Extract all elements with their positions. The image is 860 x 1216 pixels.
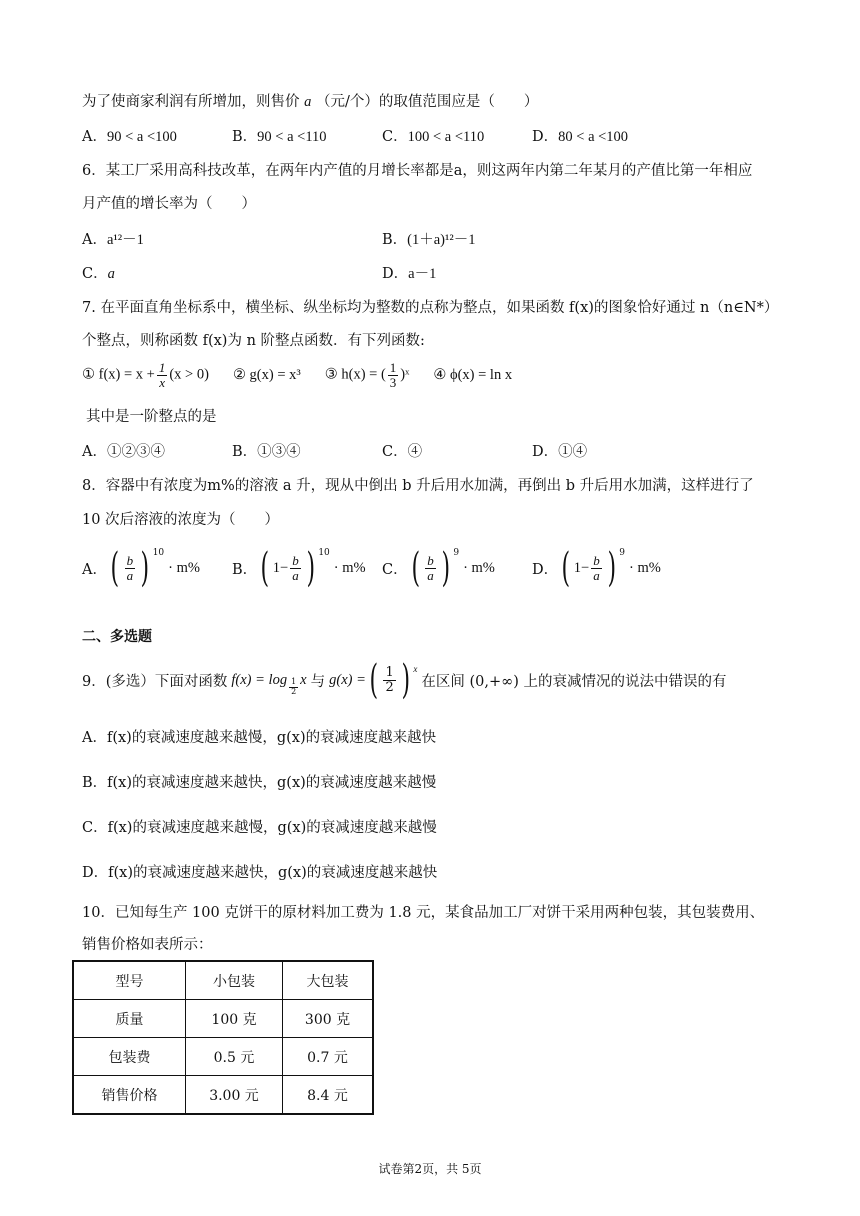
table-cell: 300 克 [283, 1000, 374, 1038]
table-cell: 3.00 元 [186, 1076, 283, 1115]
table-row [73, 1000, 373, 1038]
q6-stem-line1: 6．某工厂采用高科技改革，在两年内产值的月增长率都是a，则这两年内第二年某月的产值比第一年相应 [82, 163, 753, 179]
q9-option-d[interactable]: D．f(x)的衰减速度越来越快，g(x)的衰减速度越来越快 [82, 865, 438, 881]
q7-option-a[interactable]: A．①②③④ [82, 444, 165, 460]
q5-stem-text-2: （元/个）的取值范围应是（ ） [315, 94, 539, 110]
q5-option-c[interactable]: C．100 < a <110 [382, 129, 485, 145]
q8-option-a[interactable]: A． ( $\frac{b}{a}$ ) $^{10}$ · m% [82, 545, 200, 591]
q6-option-c[interactable]: C．a [82, 266, 115, 282]
table-cell: 0.5 元 [186, 1038, 283, 1076]
q7-f2: ② g(x) = x³ [232, 366, 301, 383]
q6-option-d[interactable]: D．a－1 [382, 266, 437, 282]
q7-stem-line2: 个整点，则称函数 f(x)为 n 阶整点函数．有下列函数: [82, 333, 425, 349]
table-cell: 型号 [73, 961, 186, 1000]
table-cell: 质量 [73, 1000, 186, 1038]
table-cell: 销售价格 [73, 1076, 186, 1115]
table-row [73, 1076, 373, 1115]
q5-stem-text: 为了使商家利润有所增加，则售价 [82, 94, 300, 110]
q9-option-c[interactable]: C．f(x)的衰减速度越来越慢，g(x)的衰减速度越来越慢 [82, 820, 437, 836]
q8-option-d[interactable]: D． ( 1− $\frac{b}{a}$ ) $^9$ · m% [532, 545, 661, 591]
q7-stem-line1: 7. 在平面直角坐标系中，横坐标、纵坐标均为整数的点称为整点，如果函数 f(x)的图象恰好通过 n（n∈N*） [82, 300, 779, 316]
q8-stem-line1: 8．容器中有浓度为m%的溶液 a 升，现从中倒出 b 升后用水加满，再倒出 b 升后用水加满，这样进行了 [82, 478, 754, 494]
q8-option-b[interactable]: B． ( 1− $\frac{b}{a}$ ) $^{10}$ · m% [232, 545, 366, 591]
q6-stem-line2: 月产值的增长率为（ ） [82, 196, 256, 212]
q7-option-b[interactable]: B．①③④ [232, 444, 301, 460]
q8-stem-line2: 10 次后溶液的浓度为（ ） [82, 512, 280, 528]
table-cell: 小包装 [186, 961, 283, 1000]
q6-option-a[interactable]: A．a¹²－1 [82, 232, 144, 248]
q5-option-a[interactable]: A．90 < a <100 [82, 129, 177, 145]
table-cell: 0.7 元 [283, 1038, 374, 1076]
table-cell: 大包装 [283, 961, 374, 1000]
q10-stem-line1: 10．已知每生产 100 克饼干的原材料加工费为 1.8 元，某食品加工厂对饼干采用两种包装，其包装费用、 [82, 905, 765, 921]
q6-option-b[interactable]: B．(1＋a)¹²－1 [382, 232, 476, 248]
table-cell: 100 克 [186, 1000, 283, 1038]
q7-f3: ③ h(x) = ( $\frac{1}{3}$ )ˣ [324, 359, 410, 390]
q7-option-c[interactable]: C．④ [382, 444, 423, 460]
q9-stem: 9．(多选）下面对函数 f(x) = log $\frac{1}{2}$ x 与 g(x) = ( $\frac{1}{2}$ ) $^x$ 在区间 (0,+∞) 上的衰减情况的说法中错误的有 [82, 657, 727, 703]
q5-option-b[interactable]: B．90 < a <110 [232, 129, 327, 145]
q5-var: a [304, 94, 312, 110]
table-row [73, 961, 373, 1000]
q7-stem-line3: 其中是一阶整点的是 [86, 409, 217, 425]
q5-stem [82, 90, 538, 111]
q7-f1: ① f(x) = x + $\frac{1}{x}$ (x > 0) [82, 359, 209, 390]
q9-option-b[interactable]: B．f(x)的衰减速度越来越快，g(x)的衰减速度越来越慢 [82, 775, 437, 791]
packaging-table [72, 960, 374, 1115]
q7-functions [82, 355, 512, 395]
section-heading: 二、多选题 [82, 629, 152, 645]
table-cell: 8.4 元 [283, 1076, 374, 1115]
q9-option-a[interactable]: A．f(x)的衰减速度越来越慢，g(x)的衰减速度越来越快 [82, 730, 437, 746]
q5-option-d[interactable]: D．80 < a <100 [532, 129, 629, 145]
table-row [73, 1038, 373, 1076]
q8-option-c[interactable]: C． ( $\frac{b}{a}$ ) $^9$ · m% [382, 545, 495, 591]
q7-f4: ④ ϕ(x) = ln x [433, 366, 513, 383]
table-cell: 包装费 [73, 1038, 186, 1076]
q7-option-d[interactable]: D．①④ [532, 444, 588, 460]
page-footer: 试卷第2页，共 5页 [378, 1162, 482, 1176]
q10-stem-line2: 销售价格如表所示： [82, 937, 213, 953]
